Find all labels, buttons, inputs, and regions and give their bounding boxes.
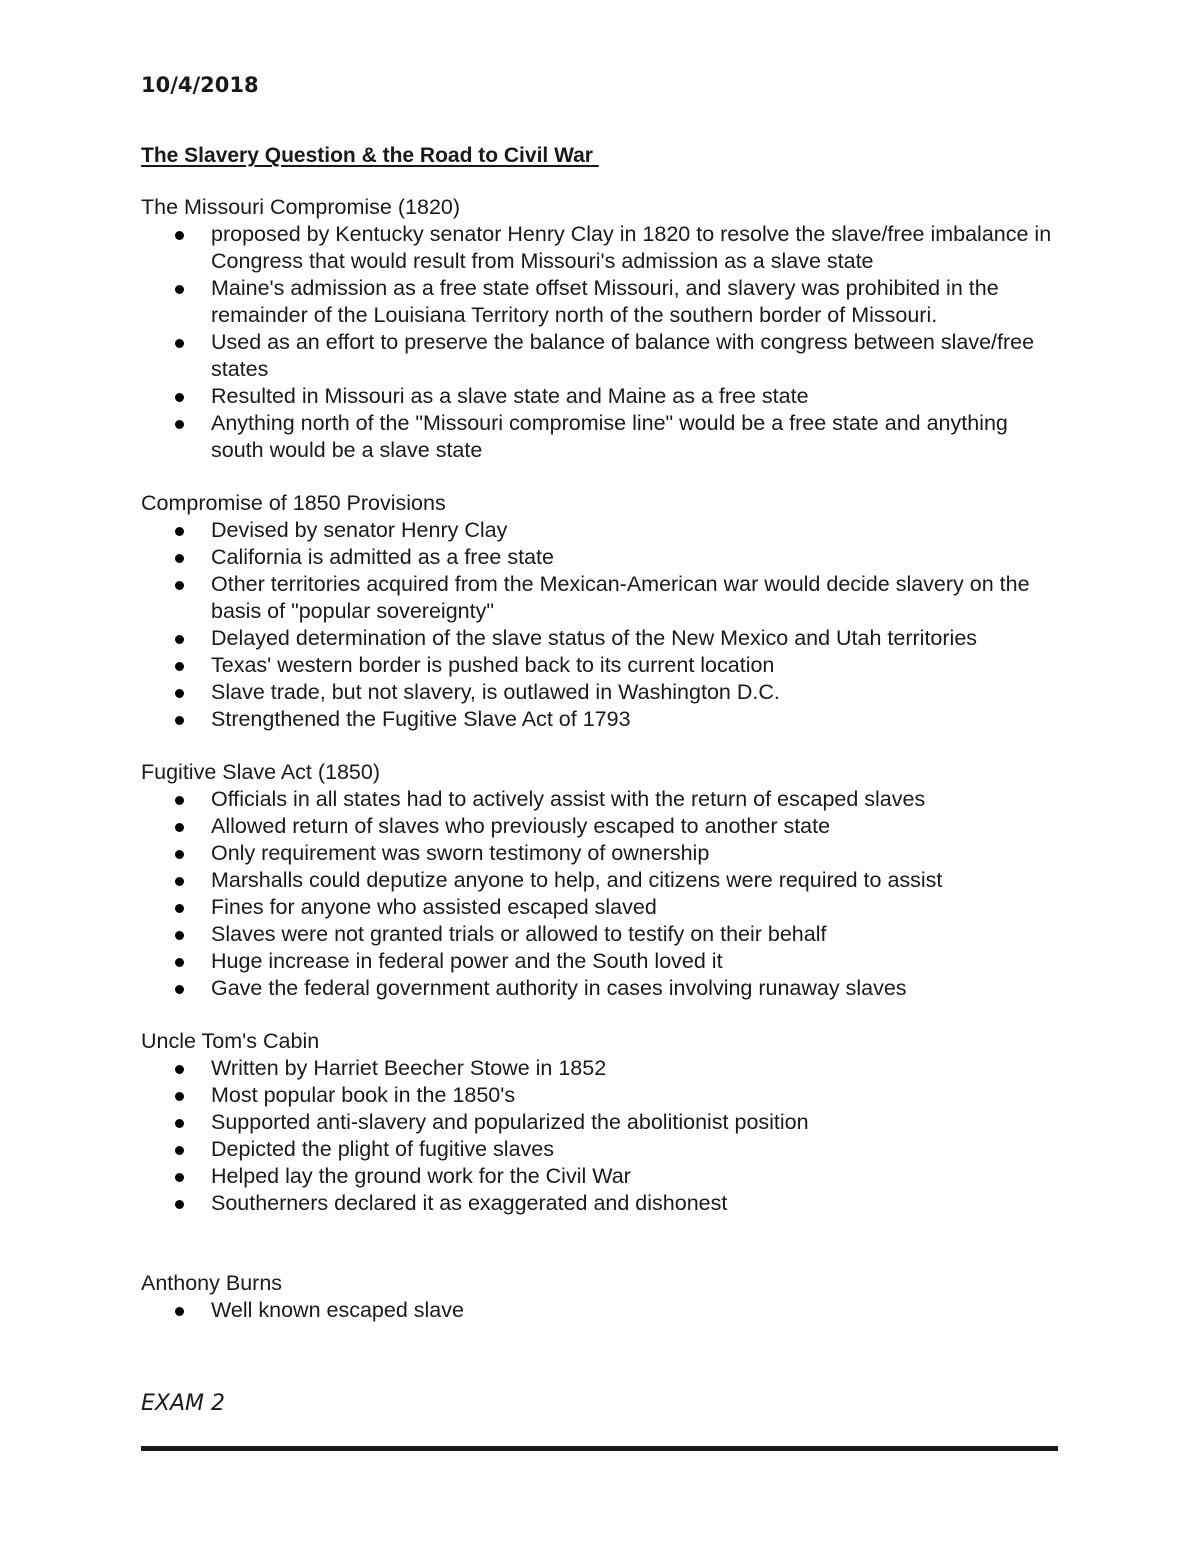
bullet-icon — [175, 1173, 184, 1182]
bullet-list — [141, 1297, 1061, 1324]
section-anthony-burns — [141, 1270, 1061, 1324]
bullet-icon — [175, 1307, 184, 1316]
bullet-icon — [175, 581, 184, 590]
bullet-icon — [175, 662, 184, 671]
section-heading: Compromise of 1850 Provisions — [141, 491, 446, 515]
bullet-icon — [175, 1119, 184, 1128]
bullet-icon — [175, 420, 184, 429]
section-heading: The Missouri Compromise (1820) — [141, 195, 461, 219]
bullet-icon — [175, 985, 184, 994]
bullet-icon — [175, 339, 184, 348]
list-item: Huge increase in federal power and the South loved it — [141, 948, 1061, 975]
section-fugitive-slave-act — [141, 759, 1061, 1002]
bullet-icon — [175, 393, 184, 402]
document-page — [141, 70, 1061, 1324]
list-item: Southerners declared it as exaggerated and dishonest — [141, 1190, 1061, 1217]
bullet-icon — [175, 689, 184, 698]
bullet-icon — [175, 231, 184, 240]
exam-label: EXAM 2 — [141, 1391, 225, 1416]
horizontal-rule — [141, 1446, 1058, 1451]
bullet-icon — [175, 716, 184, 725]
bullet-icon — [175, 958, 184, 967]
bullet-list — [141, 517, 1061, 733]
list-item: Texas' western border is pushed back to its current location — [141, 652, 1061, 679]
bullet-icon — [175, 1065, 184, 1074]
bullet-icon — [175, 877, 184, 886]
bullet-icon — [175, 527, 184, 536]
section-heading: Fugitive Slave Act (1850) — [141, 760, 381, 784]
bullet-icon — [175, 1200, 184, 1209]
section-heading: Anthony Burns — [141, 1271, 283, 1295]
list-item: Resulted in Missouri as a slave state and Maine as a free state — [141, 383, 1061, 410]
list-item: Well known escaped slave — [141, 1297, 1061, 1324]
list-item: Officials in all states had to actively assist with the return of escaped slaves — [141, 786, 1061, 813]
document-date: 10/4/2018 — [141, 73, 259, 97]
list-item: Strengthened the Fugitive Slave Act of 1793 — [141, 706, 1061, 733]
list-item: Used as an effort to preserve the balance of balance with congress between slave/free states — [141, 329, 1061, 383]
section-compromise-1850 — [141, 490, 1061, 733]
bullet-icon — [175, 1146, 184, 1155]
list-item: Slave trade, but not slavery, is outlawed in Washington D.C. — [141, 679, 1061, 706]
section-uncle-toms-cabin — [141, 1028, 1061, 1217]
list-item: proposed by Kentucky senator Henry Clay in 1820 to resolve the slave/free imbalance in Congress that would result from Missouri's admission as a slave state — [141, 221, 1061, 275]
list-item: Only requirement was sworn testimony of ownership — [141, 840, 1061, 867]
list-item: Written by Harriet Beecher Stowe in 1852 — [141, 1055, 1061, 1082]
bullet-list — [141, 221, 1061, 464]
list-item: Allowed return of slaves who previously escaped to another state — [141, 813, 1061, 840]
bullet-list — [141, 786, 1061, 1002]
bullet-icon — [175, 823, 184, 832]
list-item: Delayed determination of the slave status of the New Mexico and Utah territories — [141, 625, 1061, 652]
list-item: Fines for anyone who assisted escaped slaved — [141, 894, 1061, 921]
bullet-icon — [175, 931, 184, 940]
list-item: Devised by senator Henry Clay — [141, 517, 1061, 544]
bullet-list — [141, 1055, 1061, 1217]
bullet-icon — [175, 1092, 184, 1101]
bullet-icon — [175, 554, 184, 563]
list-item: Helped lay the ground work for the Civil War — [141, 1163, 1061, 1190]
section-missouri-compromise — [141, 194, 1061, 464]
list-item: Gave the federal government authority in cases involving runaway slaves — [141, 975, 1061, 1002]
bullet-icon — [175, 904, 184, 913]
list-item: Supported anti-slavery and popularized the abolitionist position — [141, 1109, 1061, 1136]
list-item: Maine's admission as a free state offset Missouri, and slavery was prohibited in the remainder of the Louisiana Territory north of the southern border of Missouri. — [141, 275, 1061, 329]
list-item: Marshalls could deputize anyone to help, and citizens were required to assist — [141, 867, 1061, 894]
list-item: Most popular book in the 1850's — [141, 1082, 1061, 1109]
section-heading: Uncle Tom's Cabin — [141, 1029, 320, 1053]
list-item: Anything north of the "Missouri compromise line" would be a free state and anything south would be a slave state — [141, 410, 1061, 464]
bullet-icon — [175, 635, 184, 644]
bullet-icon — [175, 285, 184, 294]
list-item: California is admitted as a free state — [141, 544, 1061, 571]
document-title: The Slavery Question & the Road to Civil War — [141, 144, 599, 167]
bullet-icon — [175, 850, 184, 859]
list-item: Other territories acquired from the Mexican-American war would decide slavery on the basis of "popular sovereignty" — [141, 571, 1061, 625]
bullet-icon — [175, 796, 184, 805]
list-item: Slaves were not granted trials or allowed to testify on their behalf — [141, 921, 1061, 948]
list-item: Depicted the plight of fugitive slaves — [141, 1136, 1061, 1163]
